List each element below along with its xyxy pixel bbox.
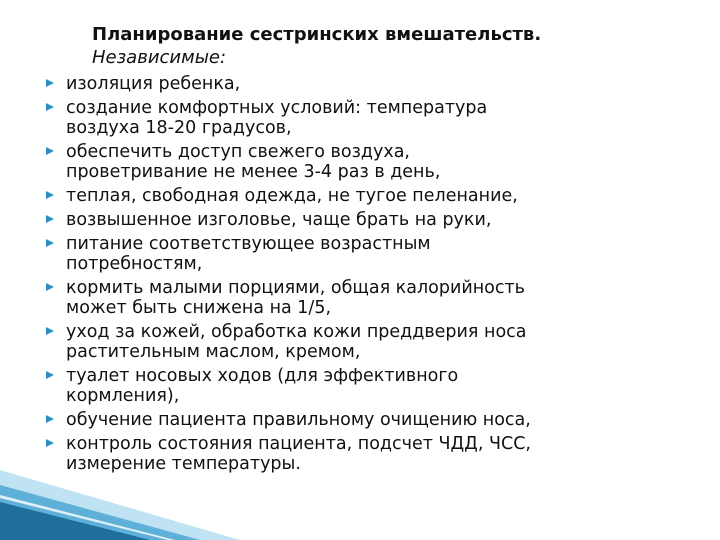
bullet-text xyxy=(66,278,684,318)
bullet-text xyxy=(66,210,684,230)
bullet-line: растительным маслом, кремом, xyxy=(66,342,361,362)
bullet-line: может быть снижена на 1/5, xyxy=(66,298,332,318)
bullet-text xyxy=(66,410,684,430)
bullet-line: измерение температуры. xyxy=(66,454,301,474)
triangle-bullet-icon xyxy=(46,147,54,155)
triangle-bullet-icon xyxy=(46,103,54,111)
bullet-text xyxy=(66,322,684,362)
bullet-line: потребностям, xyxy=(66,254,203,274)
bullet-line: воздуха 18-20 градусов, xyxy=(66,118,292,138)
bullet-line: теплая, свободная одежда, не тугое пеленание, xyxy=(66,186,518,206)
bullet-line: возвышенное изголовье, чаще брать на руки, xyxy=(66,210,492,230)
bullet-line: контроль состояния пациента, подсчет ЧДД, ЧСС, xyxy=(66,434,531,454)
bullet-item xyxy=(44,98,684,138)
bullet-line: обучение пациента правильному очищению носа, xyxy=(66,410,531,430)
bullet-line: уход за кожей, обработка кожи преддверия носа xyxy=(66,322,527,342)
triangle-bullet-icon xyxy=(46,371,54,379)
bullet-text xyxy=(66,98,684,138)
bullet-line: кормить малыми порциями, общая калорийность xyxy=(66,278,525,298)
triangle-bullet-icon xyxy=(46,239,54,247)
bullet-line: изоляция ребенка, xyxy=(66,74,241,94)
bullet-line: обеспечить доступ свежего воздуха, xyxy=(66,142,410,162)
bullet-line: проветривание не менее 3-4 раз в день, xyxy=(66,162,441,182)
triangle-bullet-icon xyxy=(46,327,54,335)
bullet-item xyxy=(44,210,684,230)
triangle-bullet-icon xyxy=(46,415,54,423)
bullet-line: кормления), xyxy=(66,386,180,406)
bullet-line: питание соответствующее возрастным xyxy=(66,234,431,254)
bullet-line: создание комфортных условий: температура xyxy=(66,98,488,118)
triangle-bullet-icon xyxy=(46,283,54,291)
bullet-item xyxy=(44,234,684,274)
bullet-line: туалет носовых ходов (для эффективного xyxy=(66,366,459,386)
bullet-item xyxy=(44,74,684,94)
triangle-bullet-icon xyxy=(46,215,54,223)
slide-title: Планирование сестринских вмешательств. xyxy=(92,24,542,45)
bullet-item xyxy=(44,366,684,406)
bullet-text xyxy=(66,186,684,206)
bullet-text xyxy=(66,74,684,94)
bullet-item xyxy=(44,278,684,318)
bullet-item xyxy=(44,186,684,206)
slide-subtitle: Независимые: xyxy=(92,47,227,68)
triangle-bullet-icon xyxy=(46,79,54,87)
bullet-item xyxy=(44,322,684,362)
bullet-text xyxy=(66,366,684,406)
bullet-item xyxy=(44,142,684,182)
bullet-text xyxy=(66,142,684,182)
corner-decoration xyxy=(0,440,240,540)
bullet-item xyxy=(44,410,684,430)
bullet-text xyxy=(66,234,684,274)
bullet-list xyxy=(44,74,684,478)
triangle-bullet-icon xyxy=(46,191,54,199)
